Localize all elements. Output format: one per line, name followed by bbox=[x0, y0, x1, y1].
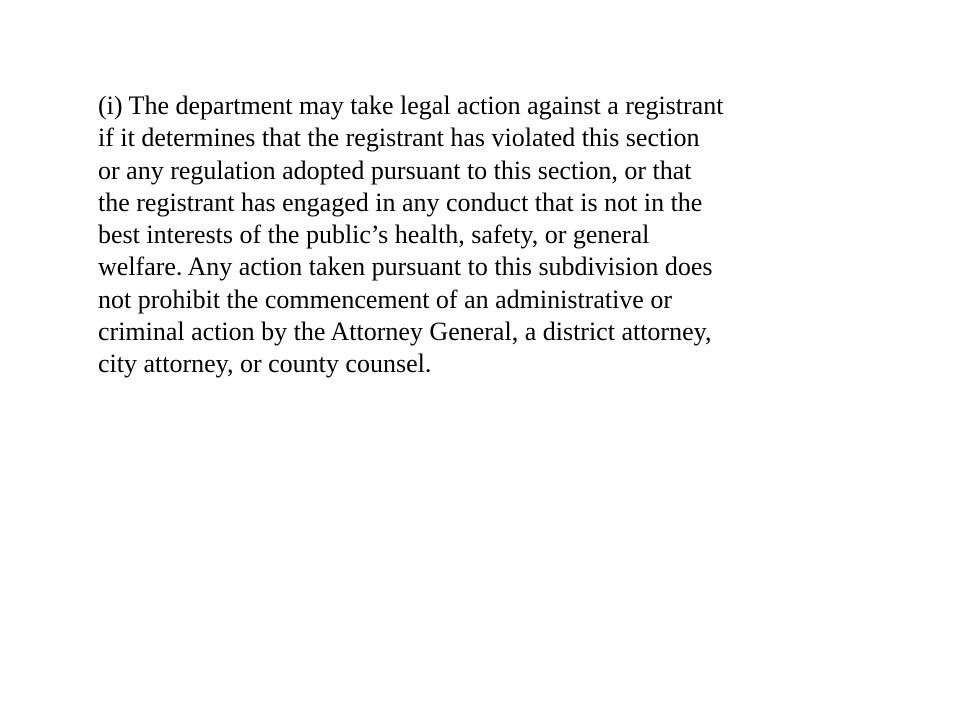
paragraph-line-5: best interests of the public’s health, safety, or general bbox=[98, 220, 650, 250]
paragraph-line-8: criminal action by the Attorney General, a district attorney, bbox=[98, 317, 712, 347]
body-paragraph bbox=[98, 90, 898, 381]
paragraph-line-3: or any regulation adopted pursuant to this section, or that bbox=[98, 155, 692, 185]
paragraph-line-4: the registrant has engaged in any conduct that is not in the bbox=[98, 187, 703, 217]
paragraph-line-2: if it determines that the registrant has violated this section bbox=[98, 123, 700, 153]
paragraph-line-7: not prohibit the commencement of an administrative or bbox=[98, 284, 673, 314]
paragraph-line-9: city attorney, or county counsel. bbox=[98, 349, 432, 379]
paragraph-line-6: welfare. Any action taken pursuant to this subdivision does bbox=[98, 252, 713, 282]
paragraph-line-1: (i) The department may take legal action against a registrant bbox=[98, 91, 724, 120]
